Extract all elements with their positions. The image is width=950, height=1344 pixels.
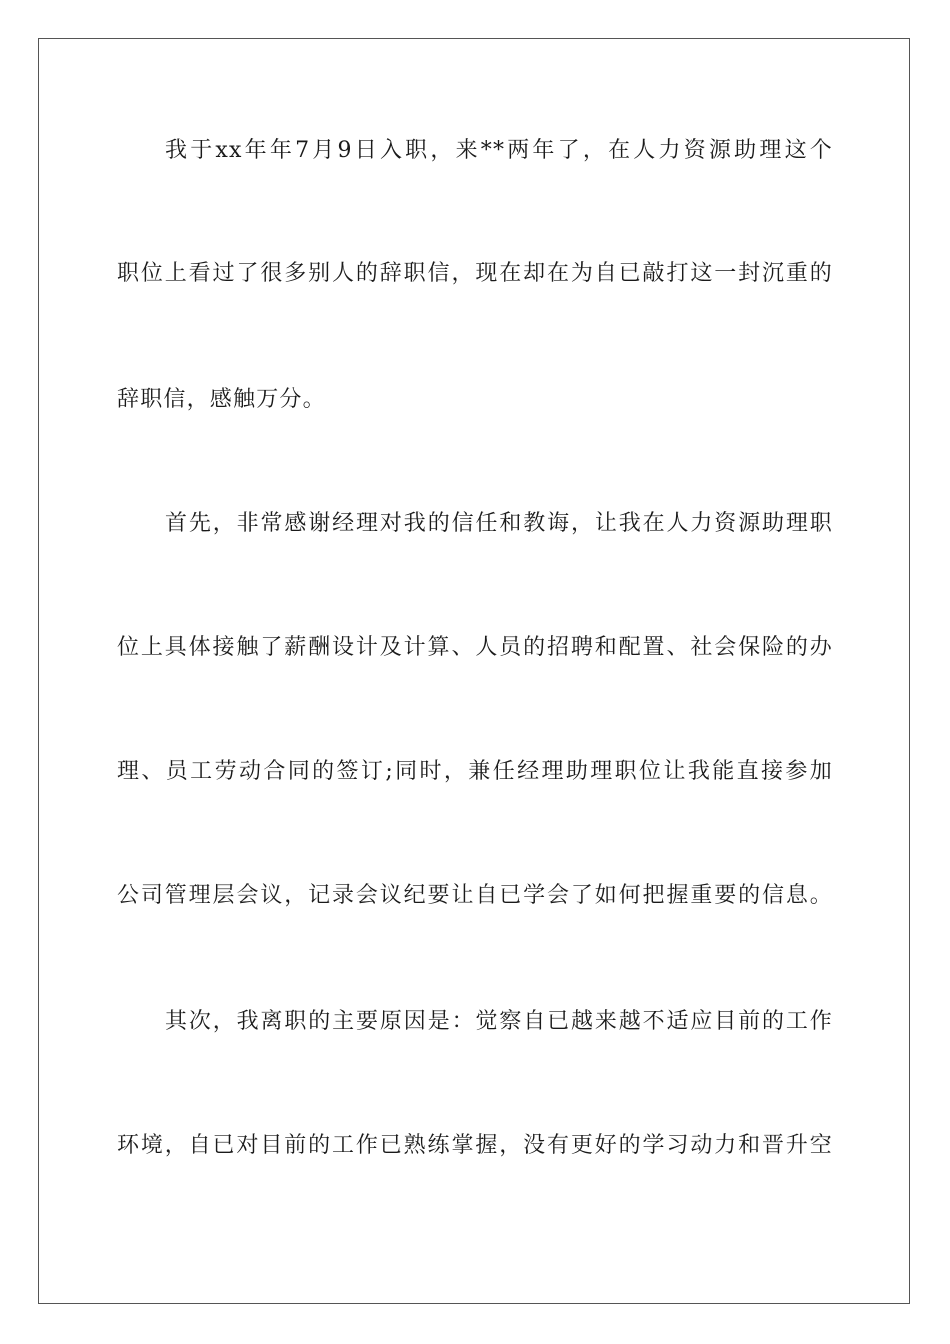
paragraph-2-line-3: 理、员工劳动合同的签订;同时，兼任经理助理职位让我能直接参加 bbox=[117, 759, 833, 784]
page-border bbox=[38, 38, 910, 1304]
paragraph-1-line-3: 辞职信，感触万分。 bbox=[117, 387, 326, 412]
paragraph-3-line-1: 其次，我离职的主要原因是：觉察自已越来越不适应目前的工作 bbox=[165, 1009, 833, 1034]
paragraph-1-line-1: 我于xx年年7月9日入职，来**两年了，在人力资源助理这个 bbox=[165, 138, 833, 163]
paragraph-3-line-2: 环境，自已对目前的工作已熟练掌握，没有更好的学习动力和晋升空 bbox=[117, 1133, 833, 1158]
paragraph-2-line-2: 位上具体接触了薪酬设计及计算、人员的招聘和配置、社会保险的办 bbox=[117, 635, 833, 660]
paragraph-2-line-1: 首先，非常感谢经理对我的信任和教诲，让我在人力资源助理职 bbox=[165, 511, 833, 536]
paragraph-2-line-4: 公司管理层会议，记录会议纪要让自已学会了如何把握重要的信息。 bbox=[117, 883, 833, 908]
paragraph-1-line-2: 职位上看过了很多别人的辞职信，现在却在为自已敲打这一封沉重的 bbox=[117, 261, 833, 286]
